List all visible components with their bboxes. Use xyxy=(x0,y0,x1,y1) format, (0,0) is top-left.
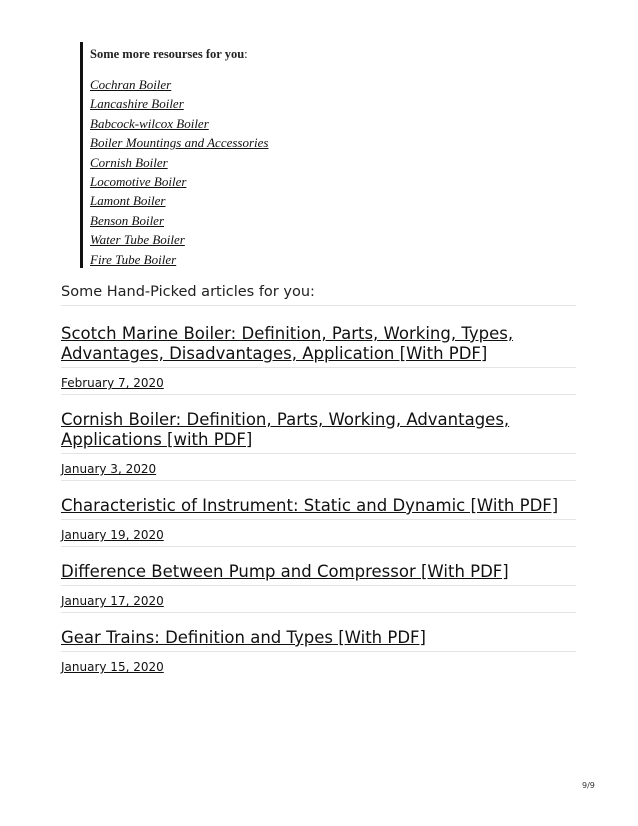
resource-link-babcock-wilcox-boiler[interactable]: Babcock-wilcox Boiler xyxy=(90,115,209,131)
resource-link-lamont-boiler[interactable]: Lamont Boiler xyxy=(90,193,166,209)
page-number: 9/9 xyxy=(582,781,595,790)
divider xyxy=(61,612,576,613)
list-item xyxy=(90,230,560,249)
list-item xyxy=(90,75,560,94)
article-title-link[interactable]: Cornish Boiler: Definition, Parts, Working, Advantages, Applications [with PDF] xyxy=(61,410,510,449)
article-date-link[interactable]: January 15, 2020 xyxy=(61,660,164,674)
article-title-link[interactable]: Characteristic of Instrument: Static and Dynamic [With PDF] xyxy=(61,496,559,515)
article-title-link[interactable]: Difference Between Pump and Compressor [With PDF] xyxy=(61,562,509,581)
divider xyxy=(61,453,576,454)
divider xyxy=(61,546,576,547)
resources-heading-text: Some more resourses for you xyxy=(90,47,245,61)
list-item xyxy=(90,153,560,172)
resource-link-lancashire-boiler[interactable]: Lancashire Boiler xyxy=(90,96,184,112)
list-item xyxy=(90,133,560,152)
article-date-link[interactable]: January 19, 2020 xyxy=(61,528,164,542)
resources-box xyxy=(80,42,560,268)
article-date-link[interactable]: February 7, 2020 xyxy=(61,376,164,390)
article-title-link[interactable]: Gear Trains: Definition and Types [With PDF] xyxy=(61,628,426,647)
article-date-link[interactable]: January 17, 2020 xyxy=(61,594,164,608)
divider xyxy=(61,367,576,368)
list-item xyxy=(90,191,560,210)
list-item xyxy=(90,172,560,191)
resource-link-cochran-boiler[interactable]: Cochran Boiler xyxy=(90,77,172,92)
resource-link-boiler-mountings[interactable]: Boiler Mountings and Accessories xyxy=(90,135,269,151)
resources-heading xyxy=(90,46,560,62)
list-item xyxy=(90,94,560,113)
list-item xyxy=(90,250,560,269)
resource-link-water-tube-boiler[interactable]: Water Tube Boiler xyxy=(90,232,185,248)
list-item xyxy=(90,211,560,230)
resource-link-benson-boiler[interactable]: Benson Boiler xyxy=(90,212,165,228)
resource-link-cornish-boiler[interactable]: Cornish Boiler xyxy=(90,154,168,170)
divider xyxy=(61,394,576,395)
list-item xyxy=(90,114,560,133)
resources-heading-colon: : xyxy=(244,47,248,61)
article-date-link[interactable]: January 3, 2020 xyxy=(61,462,157,476)
resource-link-locomotive-boiler[interactable]: Locomotive Boiler xyxy=(90,173,187,189)
divider xyxy=(61,480,576,481)
resource-link-fire-tube-boiler[interactable]: Fire Tube Boiler xyxy=(90,251,177,267)
divider xyxy=(61,305,576,306)
article-title-link[interactable]: Scotch Marine Boiler: Definition, Parts, Working, Types, Advantages, Disadvantages, Application [With PDF] xyxy=(61,324,514,363)
divider xyxy=(61,585,576,586)
divider xyxy=(61,651,576,652)
divider xyxy=(61,519,576,520)
handpicked-heading: Some Hand-Picked articles for you: xyxy=(61,284,315,300)
resources-list xyxy=(90,75,560,269)
